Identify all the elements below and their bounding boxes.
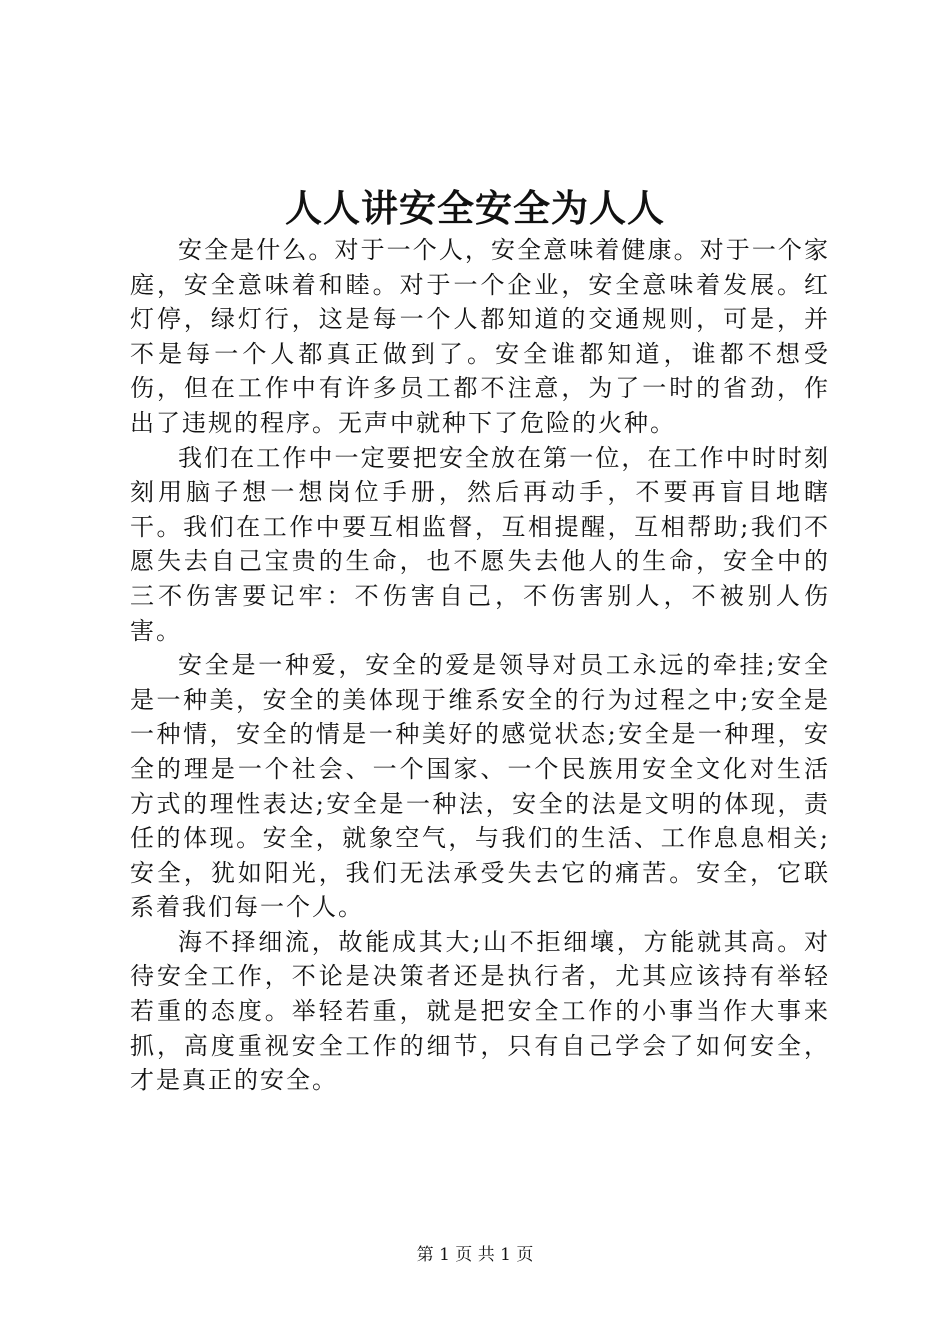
document-title: 人人讲安全安全为人人 xyxy=(285,186,665,230)
paragraph-2: 我们在工作中一定要把安全放在第一位，在工作中时时刻刻用脑子想一想岗位手册，然后再动手，不要再盲目地瞎干。我们在工作中要互相监督，互相提醒，互相帮助;我们不愿失去自己宝贵的生命，也不愿失去他人的生命，安全中的三不伤害要记牢：不伤害自己，不伤害别人，不被别人伤害。 xyxy=(130,443,830,645)
paragraph-1: 安全是什么。对于一个人，安全意味着健康。对于一个家庭，安全意味着和睦。对于一个企业，安全意味着发展。红灯停，绿灯行，这是每一个人都知道的交通规则，可是，并不是每一个人都真正做到了。安全谁都知道，谁都不想受伤，但在工作中有许多员工都不注意，为了一时的省劲，作出了违规的程序。无声中就种下了危险的火种。 xyxy=(130,236,830,437)
paragraph-4: 海不择细流，故能成其大;山不拒细壤，方能就其高。对待安全工作，不论是决策者还是执行者，尤其应该持有举轻若重的态度。举轻若重，就是把安全工作的小事当作大事来抓，高度重视安全工作的细节，只有自己学会了如何安全，才是真正的安全。 xyxy=(130,927,830,1095)
paragraph-3: 安全是一种爱，安全的爱是领导对员工永远的牵挂;安全是一种美，安全的美体现于维系安全的行为过程之中;安全是一种情，安全的情是一种美好的感觉状态;安全是一种理，安全的理是一个社会、一个国家、一个民族用安全文化对生活方式的理性表达;安全是一种法，安全的法是文明的体现，责任的体现。安全，就象空气，与我们的生活、工作息息相关;安全，犹如阳光，我们无法承受失去它的痛苦。安全，它联系着我们每一个人。 xyxy=(130,651,830,922)
document-body xyxy=(130,233,830,1098)
page-footer: 第 1 页 共 1 页 xyxy=(416,1245,534,1265)
